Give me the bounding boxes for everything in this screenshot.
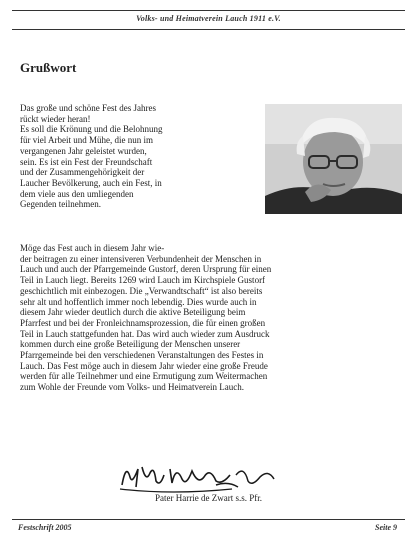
- text-line: Das große und schöne Fest des Jahres: [20, 103, 156, 113]
- text-line: Lauch. Das Fest möge auch in diesem Jahr wieder eine große Freude: [20, 360, 268, 371]
- text-line: sehr alt und hoffentlich immer noch lebendig. Dies wurde auch in: [20, 296, 257, 307]
- text-line: Es soll die Krönung und die Belohnung: [20, 124, 163, 135]
- text-line: Laucher Bevölkerung, auch ein Fest, in: [20, 177, 162, 188]
- text-line: Gegenden teilnehmen.: [20, 199, 101, 210]
- handwritten-signature: [112, 455, 292, 495]
- footer-rule: [12, 519, 405, 520]
- text-line: vergangenen Jahr geleistet wurden,: [20, 145, 147, 156]
- body-text: [20, 243, 400, 393]
- footer-publication: Festschrift 2005: [18, 523, 72, 532]
- header-title: Volks- und Heimatverein Lauch 1911 e.V.: [136, 14, 281, 23]
- text-line: Teil in Lauch liegt. Bereits 1269 wird Lauch im Kirchspiele Gustorf: [20, 275, 266, 286]
- header-rule-top: [12, 10, 405, 11]
- intro-text: [20, 103, 260, 210]
- signer-name: Pater Harrie de Zwart s.s. Pfr.: [155, 493, 262, 503]
- text-line: geschichtlich mit einbezogen. Die „Verwandtschaft“ ist also bereits: [20, 285, 263, 296]
- page-heading: Grußwort: [20, 60, 77, 75]
- header-rule-bottom: [12, 29, 405, 30]
- text-line: werden für alle Teilnehmer und eine Ermutigung zum Weitermachen: [20, 371, 268, 382]
- portrait-photo: [265, 104, 402, 214]
- text-line: Möge das Fest auch in diesem Jahr wie-: [20, 243, 165, 253]
- text-line: rückt wieder heran!: [20, 113, 91, 124]
- text-line: Pfarrfest und bei der Fronleichnamsprozession, die für einen großen: [20, 317, 266, 328]
- text-line: Lauch und auch der Pfarrgemeinde Gustorf, deren Ursprung für einen: [20, 264, 272, 275]
- text-line: Teil in Lauch stattgefunden hat. Das wird auch wieder zum Ausdruck: [20, 328, 270, 339]
- text-line: kommen durch eine große Beteiligung der Menschen unserer: [20, 339, 241, 350]
- text-line: der beitragen zu einer intensiveren Verbundenheit der Menschen in: [20, 253, 262, 264]
- text-line: und der Zusammengehörigkeit der: [20, 167, 145, 178]
- text-line: für viel Arbeit und Mühe, die nun im: [20, 135, 153, 146]
- text-line: zum Wohle der Freunde vom Volks- und Heimatverein Lauch.: [20, 382, 244, 393]
- text-line: dem viele aus den umliegenden: [20, 188, 134, 199]
- footer-page-number: Seite 9: [375, 523, 397, 532]
- text-line: Pfarrgemeinde bei den verschiedenen Veranstaltungen des Festes in: [20, 350, 264, 361]
- text-line: diesem Jahr wieder deutlich durch die aktive Beteiligung beim: [20, 307, 246, 318]
- text-line: sein. Es ist ein Fest der Freundschaft: [20, 156, 153, 167]
